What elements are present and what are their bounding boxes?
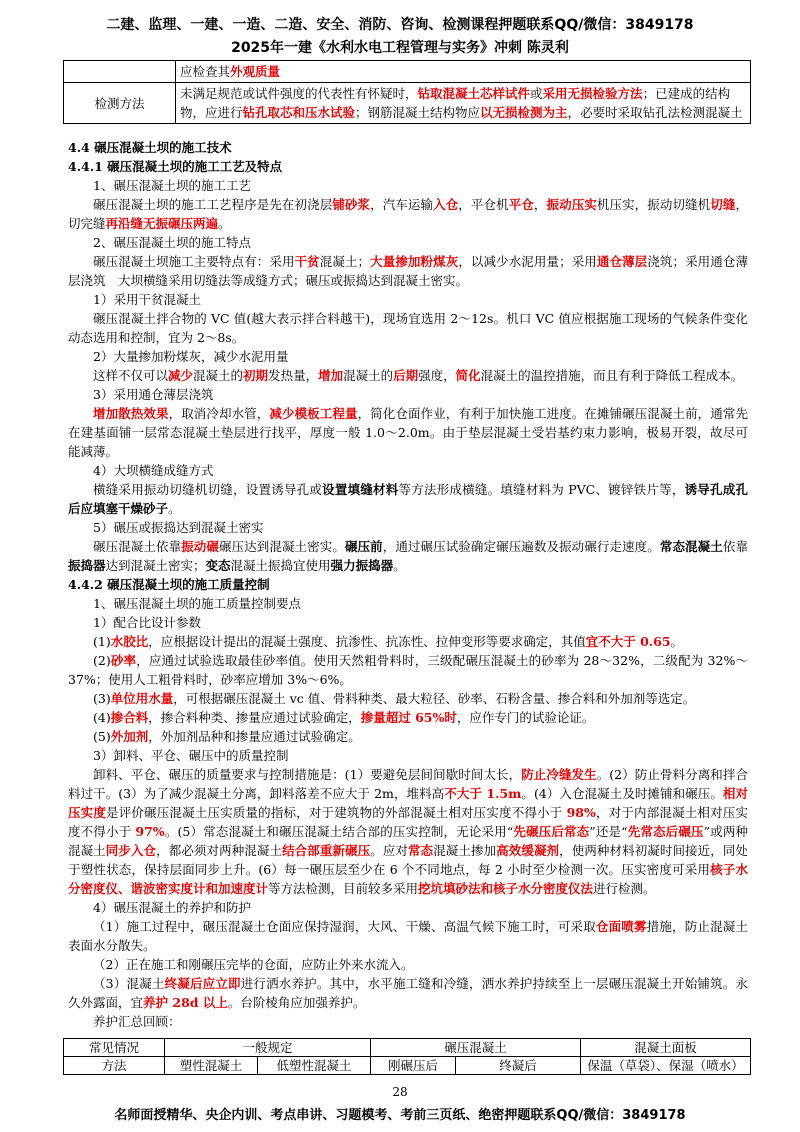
table-empty-cell: [64, 61, 176, 83]
item-title-1: 1）采用干贫混凝土: [93, 292, 201, 307]
section-heading-4-4-2: 4.4.2 碾压混凝土坝的施工质量控制: [68, 577, 270, 592]
curing-item-1: （1）施工过程中，碾压混凝土仓面应保持湿润，大风、干燥、高温气候下施工时，可采取仓面喷雾措施，防止混凝土表面水分散失。: [68, 919, 748, 953]
paragraph-placing-control: 卸料、平仓、碾压的质量要求与控制措施是：(1）要避免层间间歇时间太长，防止冷缝发生。(2）防止骨料分离和拌合料过干。(3）为了减少混凝土分离，卸料落差不应大于 2m，堆料高不大于 1.5m。(4）入仓混凝土及时摊铺和碾压。相对压实度是评价碾压混凝土压实质量的指标，对于建筑物的外部混凝土相对压实度不得小于 98%，对于内部混凝土相对压实度不得小于 97%。(5）常态混凝土和碾压混凝土结合部的压实控制，无论采用“先碾压后常态”还是“先常态后碾压”或两种混凝土同步入仓，都必须对两种混凝土结合部重新碾压。应对常态混凝土掺加高效缓凝剂，使两种材料初凝时间接近，同处于塑性状态，保持层面同步上升。(6）每一碾压层至少在 6 个不同地点，每 2 小时至少检测一次。压实密度可采用核子水分密度仪、谐波密实度计和加速度计等方法检测，目前较多采用挖坑填砂法和核子水分密度仪法进行检测。: [68, 767, 748, 896]
cure-after-set: 终凝后: [456, 1057, 581, 1075]
page-number: 28: [392, 1085, 408, 1099]
section-heading-4-4: 4.4 碾压混凝土坝的施工技术: [68, 140, 232, 155]
subheading-curing: 4）碾压混凝土的养护和防护: [93, 900, 251, 915]
item-paragraph-5: 碾压混凝土依靠振动碾碾压达到混凝土密实。碾压前，通过碾压试验确定碾压遍数及振动碾行走速度。常态混凝土依靠振捣器达到混凝土密实；变态混凝土振捣宜使用强力振捣器。: [68, 539, 748, 573]
item-paragraph-4: 横缝采用振动切缝机切缝，设置诱导孔或设置填缝材料等方法形成横缝。填缝材料为 PVC、镀锌铁片等，诱导孔成孔后应填塞干燥砂子。: [68, 482, 748, 516]
curing-summary-title: 养护汇总回顾：: [93, 1014, 181, 1029]
mix-item-water-binder: (1)水胶比，应根据设计提出的混凝土强度、抗渗性、抗冻性、拉伸变形等要求确定，其值宜不大于 0.65。: [93, 634, 684, 649]
cure-low-plastic: 低塑性混凝土: [258, 1057, 371, 1075]
cure-header-rcc: 碾压混凝土: [371, 1039, 581, 1057]
mix-item-sand-ratio: (2)砂率，应通过试验选取最佳砂率值。使用天然粗骨料时，三级配碾压混凝土的砂率为 28～32%，二级配为 32%～37%；使用人工粗骨料时，砂率应增加 3%～6%。: [68, 653, 748, 687]
mix-item-additive: (5)外加剂，外加剂品种和掺量应通过试验确定。: [93, 729, 361, 744]
item-title-5: 5）碾压或振捣达到混凝土密实: [93, 520, 264, 535]
header-line1: 二建、监理、一建、一造、二造、安全、消防、咨询、检测课程押题联系QQ/微信：3849178: [106, 17, 694, 33]
cure-header-general: 一般规定: [165, 1039, 371, 1057]
table-label-detection-method: 检测方法: [64, 83, 176, 124]
item-paragraph-2: 这样不仅可以减少混凝土的初期发热量，增加混凝土的后期强度，简化混凝土的温控措施，而且有利于降低工程成本。: [93, 368, 744, 383]
item-title-3: 3）采用通仓薄层浇筑: [93, 387, 214, 402]
cure-header-face-slab: 混凝土面板: [581, 1039, 751, 1057]
subheading-process: 1、碾压混凝土坝的施工工艺: [93, 178, 251, 193]
item-title-2: 2）大量掺加粉煤灰，减少水泥用量: [93, 349, 289, 364]
cure-row-method: 方法: [64, 1057, 165, 1075]
curing-item-2: （2）正在施工和刚碾压完毕的仓面，应防止外来水流入。: [93, 957, 414, 972]
paragraph-features: 碾压混凝土坝施工主要特点有：采用干贫混凝土；大量掺加粉煤灰，以减少水泥用量；采用通仓薄层浇筑；采用通仓薄层浇筑 大坝横缝采用切缝法等成缝方式；碾压或振捣达到混凝土密实。: [68, 254, 748, 288]
detection-method-table: [63, 60, 751, 124]
section-heading-4-4-1: 4.4.1 碾压混凝土坝的施工工艺及特点: [68, 159, 283, 174]
mix-item-admixture: (4)掺合料，掺合料种类、掺量应通过试验确定，掺量超过 65%时，应作专门的试验论证。: [93, 710, 595, 725]
subheading-placing-control: 3）卸料、平仓、碾压中的质量控制: [93, 748, 289, 763]
cure-face-slab-method: 保温（草袋）、保湿（喷水）: [581, 1057, 751, 1075]
cure-after-roll: 刚碾压后: [371, 1057, 456, 1075]
curing-summary-table: [63, 1038, 751, 1075]
subheading-mix-params: 1）配合比设计参数: [93, 615, 201, 630]
curing-item-3: （3）混凝土终凝后应立即进行洒水养护。其中，水平施工缝和冷缝，洒水养护持续至上一层碾压混凝土开始铺筑。永久外露面，宜养护 28d 以上。台阶棱角应加强养护。: [68, 976, 748, 1010]
table-row-detection: 未满足规范或试件强度的代表性有怀疑时，钻取混凝土芯样试件或采用无损检验方法；已建成的结构物，应进行钻孔取芯和压水试验；钢筋混凝土结构物应以无损检测为主，必要时采取钻孔法检测混凝土: [176, 83, 751, 124]
subheading-features: 2、碾压混凝土坝的施工特点: [93, 235, 251, 250]
header-line2: 2025年一建《水利水电工程管理与实务》冲刺 陈灵利: [231, 40, 569, 56]
item-paragraph-3: 增加散热效果，取消冷却水管，减少模板工程量，简化仓面作业，有利于加快施工进度。在摊铺碾压混凝土前，通常先在建基面铺一层常态混凝土垫层进行找平，厚度一般 1.0～2.0m。由于垫层混凝土受岩基约束力影响，极易开裂，故尽可能减薄。: [68, 406, 748, 459]
cure-header-case: 常见情况: [64, 1039, 165, 1057]
item-title-4: 4）大坝横缝成缝方式: [93, 463, 214, 478]
footer-line: 名师面授精华、央企内训、考点串讲、习题模考、考前三页纸、绝密押题联系QQ/微信：3849178: [114, 1108, 686, 1123]
mix-item-water-use: (3)单位用水量，可根据碾压混凝土 vc 值、骨料种类、最大粒径、砂率、石粉含量、掺合料和外加剂等选定。: [93, 691, 696, 706]
main-content: [68, 138, 748, 1031]
item-paragraph-1: 碾压混凝土拌合物的 VC 值(越大表示拌合料越干)，现场宜选用 2～12s。机口 VC 值应根据施工现场的气候条件变化动态选用和控制，宜为 2～8s。: [68, 311, 748, 345]
subheading-quality-points: 1、碾压混凝土坝的施工质量控制要点: [93, 596, 301, 611]
table-row-appearance: 应检查其外观质量: [176, 61, 751, 83]
paragraph-process: 碾压混凝土坝的施工工艺程序是先在初浇层铺砂浆，汽车运输入仓，平仓机平仓，振动压实机压实，振动切缝机切缝，切完缝再沿缝无振碾压两遍。: [68, 197, 748, 231]
cure-plastic: 塑性混凝土: [165, 1057, 258, 1075]
